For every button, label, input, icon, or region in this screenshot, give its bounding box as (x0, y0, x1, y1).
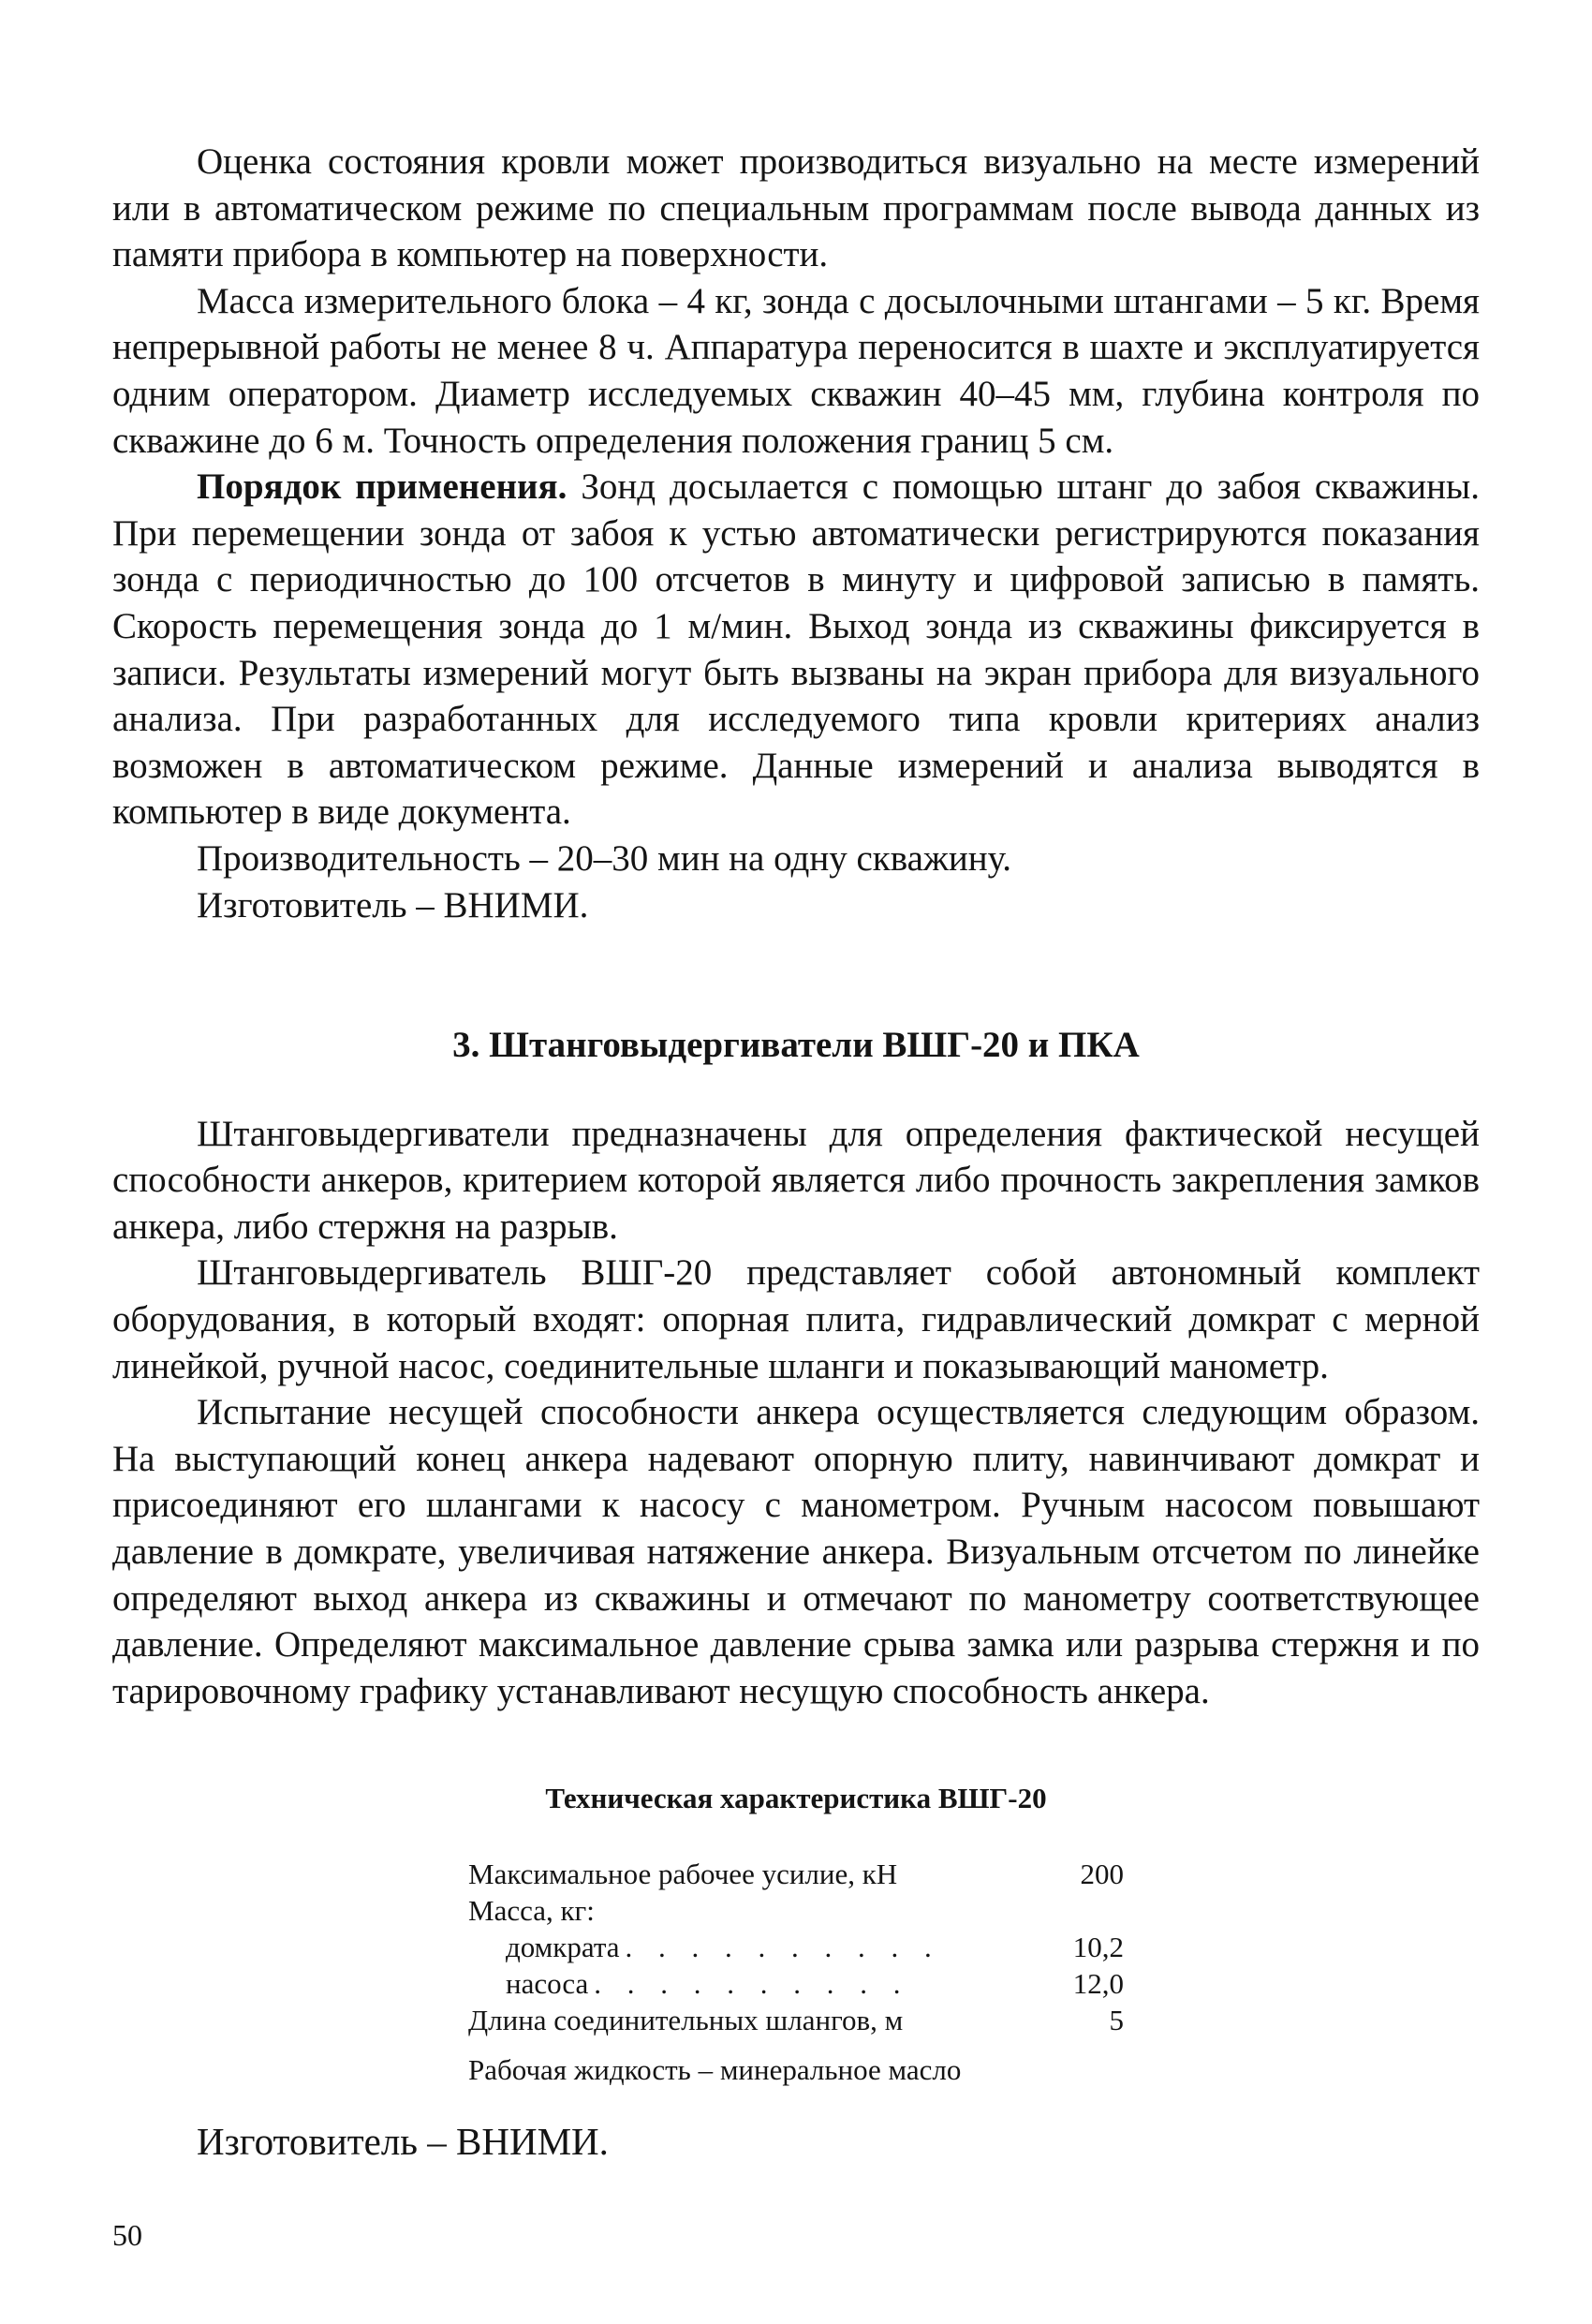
paragraph-procedure (112, 464, 1480, 836)
paragraph-purpose: Штанговыдергиватели предназначены для определения фактической несущей способности анкеров, критерием которой является либо прочность закрепления замков анкера, либо стержня на разрыв. (112, 1113, 1480, 1247)
spec-row-pump (468, 1965, 1124, 2002)
spec-row-jack (468, 1929, 1124, 1965)
spec-row-max-force (468, 1856, 1124, 1892)
paragraph-maker-top: Изготовитель – ВНИМИ. (197, 884, 589, 925)
paragraph-kit: Штанговыдергиватель ВШГ-20 представляет собой автономный комплект оборудования, в который входят: опорная плита, гидравлический домкрат с мерной линейкой, ручной насос, соединительные шланги и показывающий манометр. (112, 1252, 1480, 1386)
spec-value: 12,0 (1072, 1967, 1124, 2000)
paragraph-productivity: Производительность – 20–30 мин на одну скважину. (197, 837, 1011, 879)
spec-label: домкрата (506, 1931, 620, 1963)
page-body (112, 139, 1480, 1714)
spec-row-mass (468, 1892, 1124, 1929)
spec-fluid: Рабочая жидкость – минеральное масло (468, 2053, 962, 2086)
spec-row-hose (468, 2002, 1124, 2038)
spec-label: Максимальное рабочее усилие, кН (468, 1858, 898, 1890)
procedure-lead: Порядок применения. (197, 466, 568, 508)
spec-value: 10,2 (1072, 1931, 1124, 1963)
maker-bottom: Изготовитель – ВНИМИ. (197, 2120, 609, 2163)
section-heading: 3. Штанговыдергиватели ВШГ-20 и ПКА (452, 1025, 1140, 1066)
spec-label: насоса (506, 1967, 589, 2000)
page-number: 50 (112, 2218, 142, 2252)
spec-value: 5 (1109, 2004, 1124, 2036)
spec-label: Масса, кг: (468, 1894, 595, 1927)
paragraph-testing: Испытание несущей способности анкера осуществляется следующим образом. На выступающий конец анкера надевают опорную плиту, навинчивают домкрат и присоединяют его шлангами к насосу с манометром. Ручным насосом повышают давление в домкрате, увеличивая натяжение анкера. Визуальным отсчетом по линейке определяют выход анкера из скважины и отмечают по манометру соответствующее давление. Определяют максимальное давление срыва замка или разрыва стержня и по тарировочному графику устанавливают несущую способность анкера. (112, 1392, 1480, 1711)
dot-leader: . . . . . . . . . . (625, 1931, 941, 1963)
spec-label: Длина соединительных шлангов, м (468, 2004, 904, 2036)
spec-title: Техническая характеристика ВШГ-20 (545, 1782, 1047, 1814)
procedure-text: Зонд досылается с помощью штанг до забоя скважины. При перемещении зонда от забоя к устью автоматически регистрируются показания зонда с периодичностью до 100 отсчетов в минуту и цифровой записью в память. Скорость перемещения зонда до 1 м/мин. Выход зонда из скважины фиксируется в записи. Результаты измерений могут быть вызваны на экран прибора для визуального анализа. При разработанных для исследуемого типа кровли критериях анализ возможен в автоматическом режиме. Данные измерений и анализа выводятся в компьютер в виде документа. (112, 466, 1481, 833)
paragraph-roof-assessment: Оценка состояния кровли может производиться визуально на месте измерений или в автоматическом режиме по специальным программам после вывода данных из памяти прибора в компьютер на поверхности. (112, 141, 1480, 275)
dot-leader: . . . . . . . . . . (594, 1967, 910, 2000)
spec-table (468, 1780, 1124, 2088)
paragraph-mass-specs: Масса измерительного блока – 4 кг, зонда с досылочными штангами – 5 кг. Время непрерывной работы не менее 8 ч. Аппаратура переносится в шахте и эксплуатируется одним оператором. Диаметр исследуемых скважин 40–45 мм, глубина контроля по скважине до 6 м. Точность определения положения границ 5 см. (112, 280, 1480, 461)
spec-value: 200 (1080, 1858, 1124, 1890)
